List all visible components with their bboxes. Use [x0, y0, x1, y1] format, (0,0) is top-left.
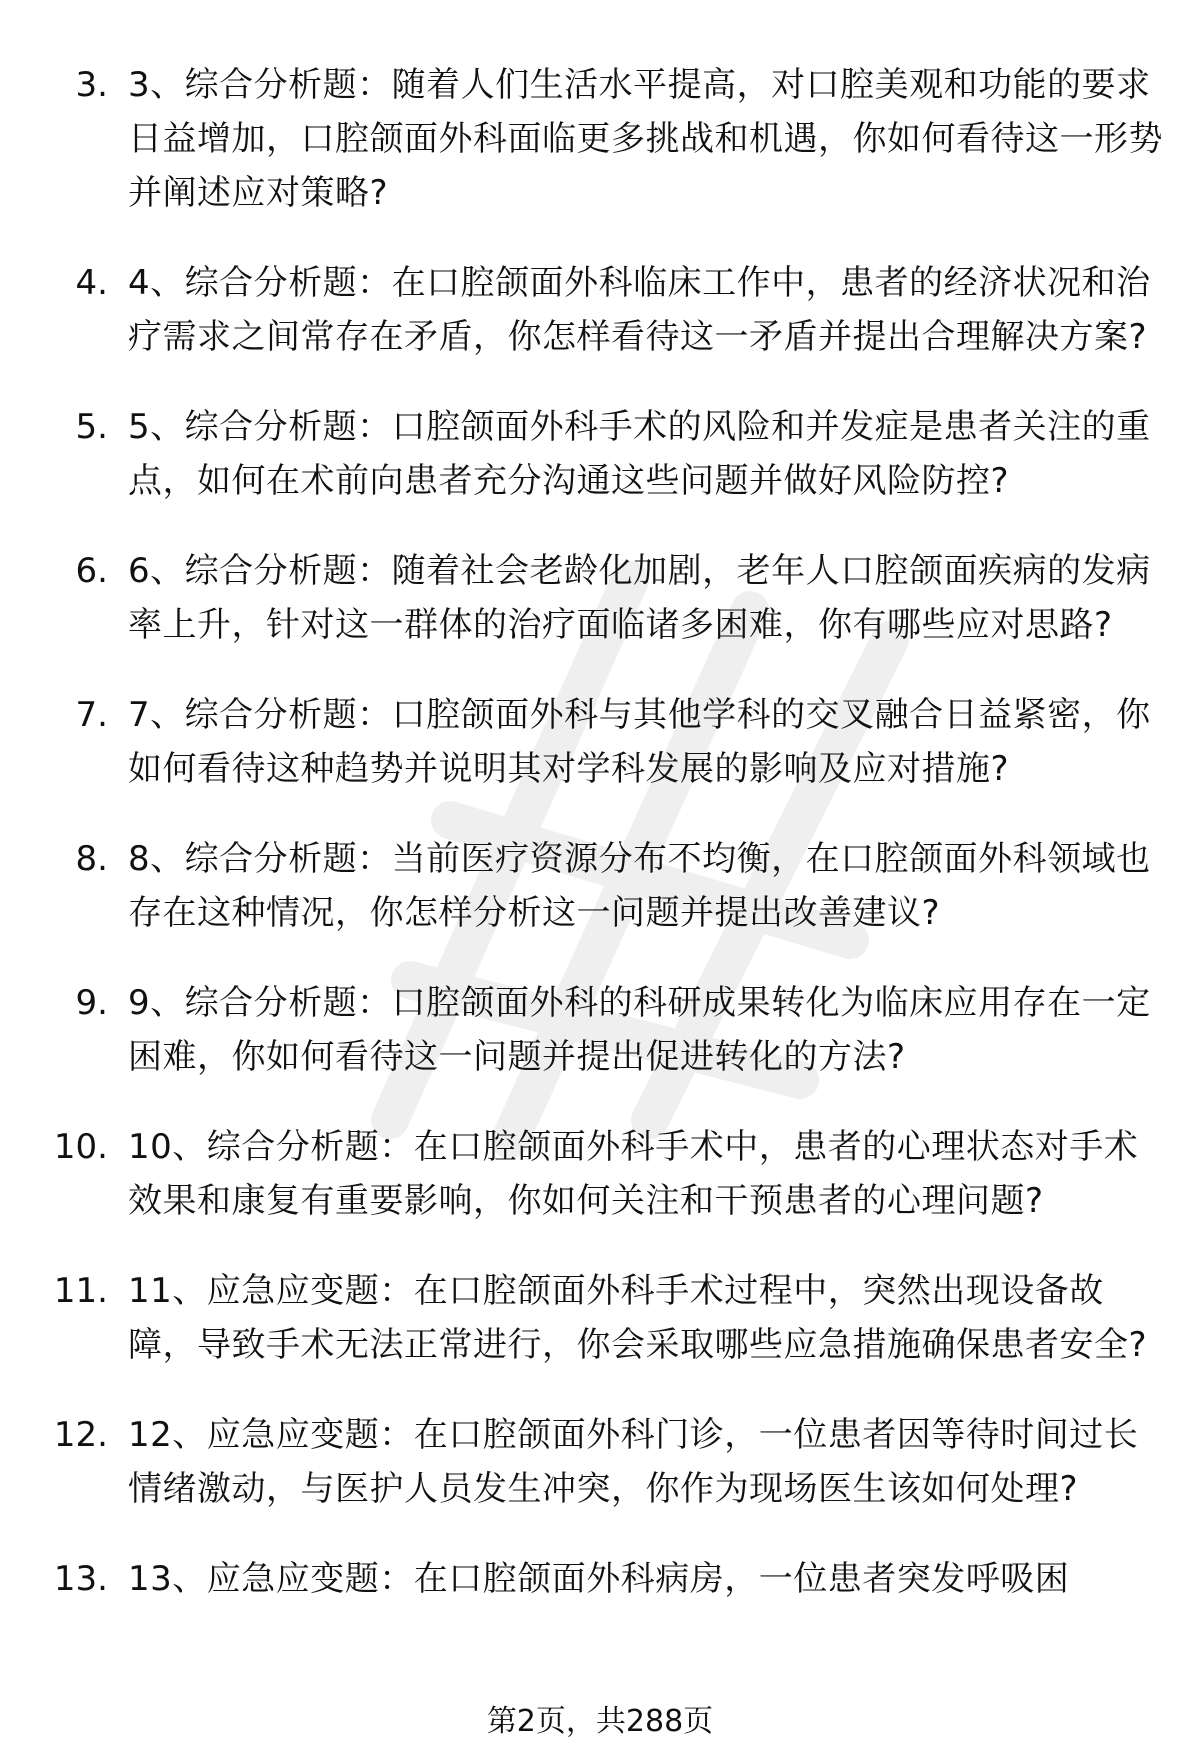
question-item: [0, 58, 1200, 220]
question-item: [0, 1120, 1200, 1228]
question-text: 12、应急应变题：在口腔颌面外科门诊，一位患者因等待时间过长情绪激动，与医护人员发生冲突，你作为现场医生该如何处理?: [128, 1415, 1139, 1509]
question-number: 11.: [53, 1271, 108, 1311]
question-number: 10.: [53, 1127, 108, 1167]
question-list: [0, 58, 1200, 1642]
question-item: [0, 400, 1200, 508]
question-item: [0, 256, 1200, 364]
question-text: 7、综合分析题：口腔颌面外科与其他学科的交叉融合日益紧密，你如何看待这种趋势并说明其对学科发展的影响及应对措施?: [128, 695, 1151, 789]
question-number: 13.: [53, 1559, 108, 1599]
question-item: [0, 1552, 1200, 1606]
question-text: 11、应急应变题：在口腔颌面外科手术过程中，突然出现设备故障，导致手术无法正常进行，你会采取哪些应急措施确保患者安全?: [128, 1271, 1148, 1365]
question-text: 5、综合分析题：口腔颌面外科手术的风险和并发症是患者关注的重点，如何在术前向患者充分沟通这些问题并做好风险防控?: [128, 407, 1151, 501]
question-text: 3、综合分析题：随着人们生活水平提高，对口腔美观和功能的要求日益增加，口腔颌面外科面临更多挑战和机遇，你如何看待这一形势并阐述应对策略?: [128, 65, 1163, 213]
question-number: 6.: [75, 551, 108, 591]
page-footer: 第2页，共288页: [486, 1704, 714, 1739]
question-item: [0, 544, 1200, 652]
question-item: [0, 1264, 1200, 1372]
question-item: [0, 832, 1200, 940]
question-number: 4.: [75, 263, 108, 303]
question-number: 5.: [75, 407, 108, 447]
question-text: 4、综合分析题：在口腔颌面外科临床工作中，患者的经济状况和治疗需求之间常存在矛盾，你怎样看待这一矛盾并提出合理解决方案?: [128, 263, 1151, 357]
question-number: 9.: [75, 983, 108, 1023]
question-number: 12.: [53, 1415, 108, 1455]
question-number: 3.: [75, 65, 108, 105]
question-number: 8.: [75, 839, 108, 879]
question-item: [0, 976, 1200, 1084]
question-item: [0, 1408, 1200, 1516]
question-text: 13、应急应变题：在口腔颌面外科病房，一位患者突发呼吸困: [128, 1559, 1070, 1599]
question-text: 9、综合分析题：口腔颌面外科的科研成果转化为临床应用存在一定困难，你如何看待这一问题并提出促进转化的方法?: [128, 983, 1151, 1077]
question-text: 6、综合分析题：随着社会老龄化加剧，老年人口腔颌面疾病的发病率上升，针对这一群体的治疗面临诸多困难，你有哪些应对思路?: [128, 551, 1151, 645]
question-item: [0, 688, 1200, 796]
question-text: 10、综合分析题：在口腔颌面外科手术中，患者的心理状态对手术效果和康复有重要影响，你如何关注和干预患者的心理问题?: [128, 1127, 1139, 1221]
question-text: 8、综合分析题：当前医疗资源分布不均衡，在口腔颌面外科领域也存在这种情况，你怎样分析这一问题并提出改善建议?: [128, 839, 1151, 933]
question-number: 7.: [75, 695, 108, 735]
